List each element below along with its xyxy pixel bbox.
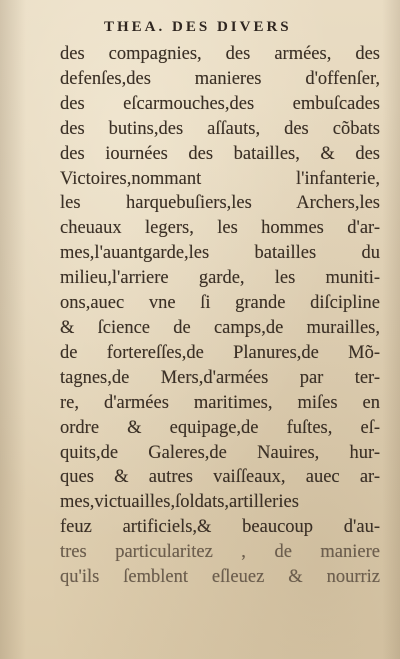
gutter-shadow [0,0,26,659]
text-line: feuz artificiels,& beaucoup d'au- [60,517,380,538]
text-line: tagnes,de Mers,d'armées par ter- [60,367,380,388]
text-line: & ſcience de camps,de murailles, [60,317,380,338]
text-line: ques & autres vaiſſeaux, auec ar- [60,467,380,488]
text-line: mes,victuailles,ſoldats,artilleries [60,492,299,513]
running-head: THEA. DES DIVERS [104,19,292,35]
text-line: qu'ils ſemblent eſleuez & nourriz [60,567,380,588]
text-line: defenſes,des manieres d'offenſer, [60,68,380,89]
text-line: de fortereſſes,de Planures,de Mõ- [60,342,380,363]
text-line: tres particularitez , de maniere [60,542,380,563]
text-line: des compagnies, des armées, des [60,44,380,64]
text-line: des butins,des aſſauts, des cõbats [60,118,380,139]
text-line: les harquebuſiers,les Archers,les [60,193,380,214]
text-line: des eſcarmouches,des embuſcades [60,93,380,114]
text-line: Victoires,nommant l'infanterie, [60,168,380,189]
body-text [60,42,380,590]
page-edge-shadow [382,0,400,659]
text-line: quits,de Galeres,de Nauires, hur- [60,442,380,463]
text-line: ordre & equipage,de fuſtes, eſ- [60,417,380,438]
text-line: cheuaux legers, les hommes d'ar- [60,218,380,239]
text-line: ons,auec vne ſi grande diſcipline [60,293,380,314]
text-line: milieu,l'arriere garde, les muniti- [60,268,380,289]
text-line: re, d'armées maritimes, miſes en [60,392,380,413]
text-line: mes,l'auantgarde,les batailles du [60,243,380,264]
text-line: des iournées des batailles, & des [60,143,380,164]
